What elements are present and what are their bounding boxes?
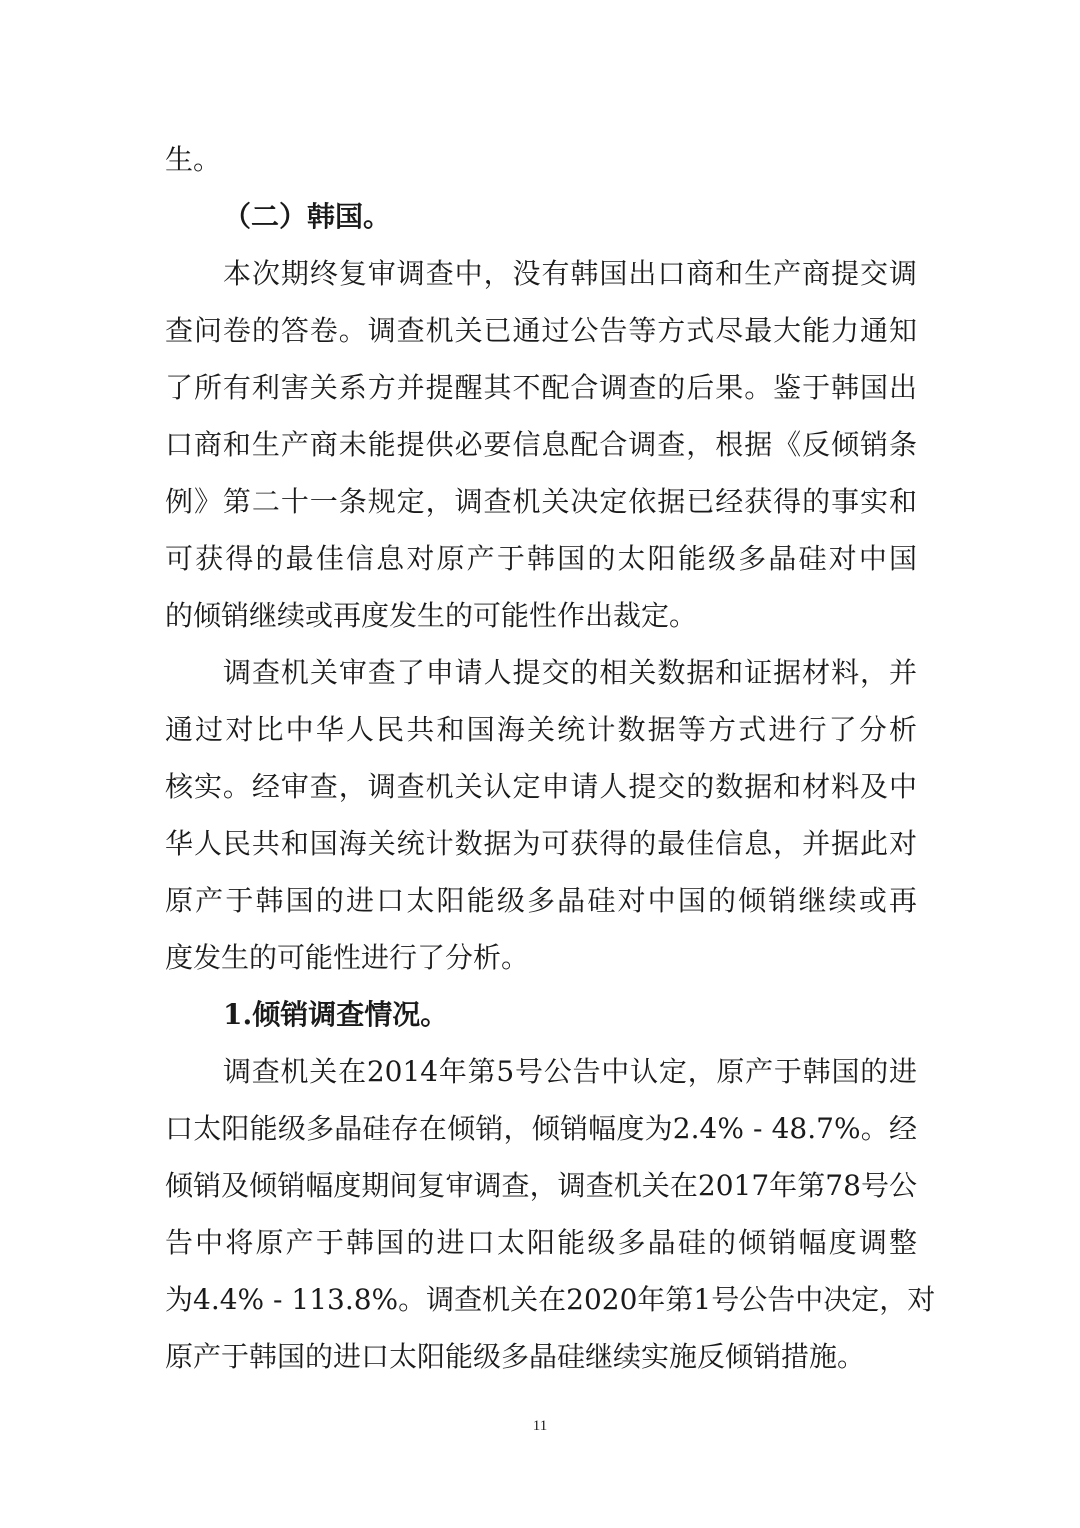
text-line: 可获得的最佳信息对原产于韩国的太阳能级多晶硅对中国 xyxy=(165,542,917,575)
text-line: 生。 xyxy=(165,143,222,176)
page-number: 11 xyxy=(532,1418,548,1434)
text-line: 华人民共和国海关统计数据为可获得的最佳信息，并据此对 xyxy=(165,827,917,860)
section-heading: （二）韩国。 xyxy=(223,200,392,233)
text-line: 的倾销继续或再度发生的可能性作出裁定。 xyxy=(165,599,698,632)
text-line: 通过对比中华人民共和国海关统计数据等方式进行了分析 xyxy=(165,713,917,746)
text-line: 调查机关在2014年第5号公告中认定，原产于韩国的进 xyxy=(223,1055,917,1088)
text-line: 原产于韩国的进口太阳能级多晶硅继续实施反倾销措施。 xyxy=(165,1340,866,1373)
text-line: 查问卷的答卷。调查机关已通过公告等方式尽最大能力通知 xyxy=(165,314,917,347)
text-line: 倾销及倾销幅度期间复审调查，调查机关在2017年第78号公 xyxy=(165,1169,917,1202)
text-line: 本次期终复审调查中，没有韩国出口商和生产商提交调 xyxy=(223,257,917,290)
text-line: 口太阳能级多晶硅存在倾销，倾销幅度为2.4% - 48.7%。经 xyxy=(165,1112,917,1145)
text-line: 了所有利害关系方并提醒其不配合调查的后果。鉴于韩国出 xyxy=(165,371,917,404)
text-line: 调查机关审查了申请人提交的相关数据和证据材料，并 xyxy=(223,656,917,689)
text-line: 度发生的可能性进行了分析。 xyxy=(165,941,530,974)
text-line: 口商和生产商未能提供必要信息配合调查，根据《反倾销条 xyxy=(165,428,917,461)
text-line: 为4.4% - 113.8%。调查机关在2020年第1号公告中决定，对 xyxy=(165,1283,936,1316)
text-line: 原产于韩国的进口太阳能级多晶硅对中国的倾销继续或再 xyxy=(165,884,917,917)
section-heading: 1.倾销调查情况。 xyxy=(223,998,449,1031)
text-line: 告中将原产于韩国的进口太阳能级多晶硅的倾销幅度调整 xyxy=(165,1226,917,1259)
text-line: 核实。经审查，调查机关认定申请人提交的数据和材料及中 xyxy=(165,770,917,803)
text-line: 例》第二十一条规定，调查机关决定依据已经获得的事实和 xyxy=(165,485,917,518)
